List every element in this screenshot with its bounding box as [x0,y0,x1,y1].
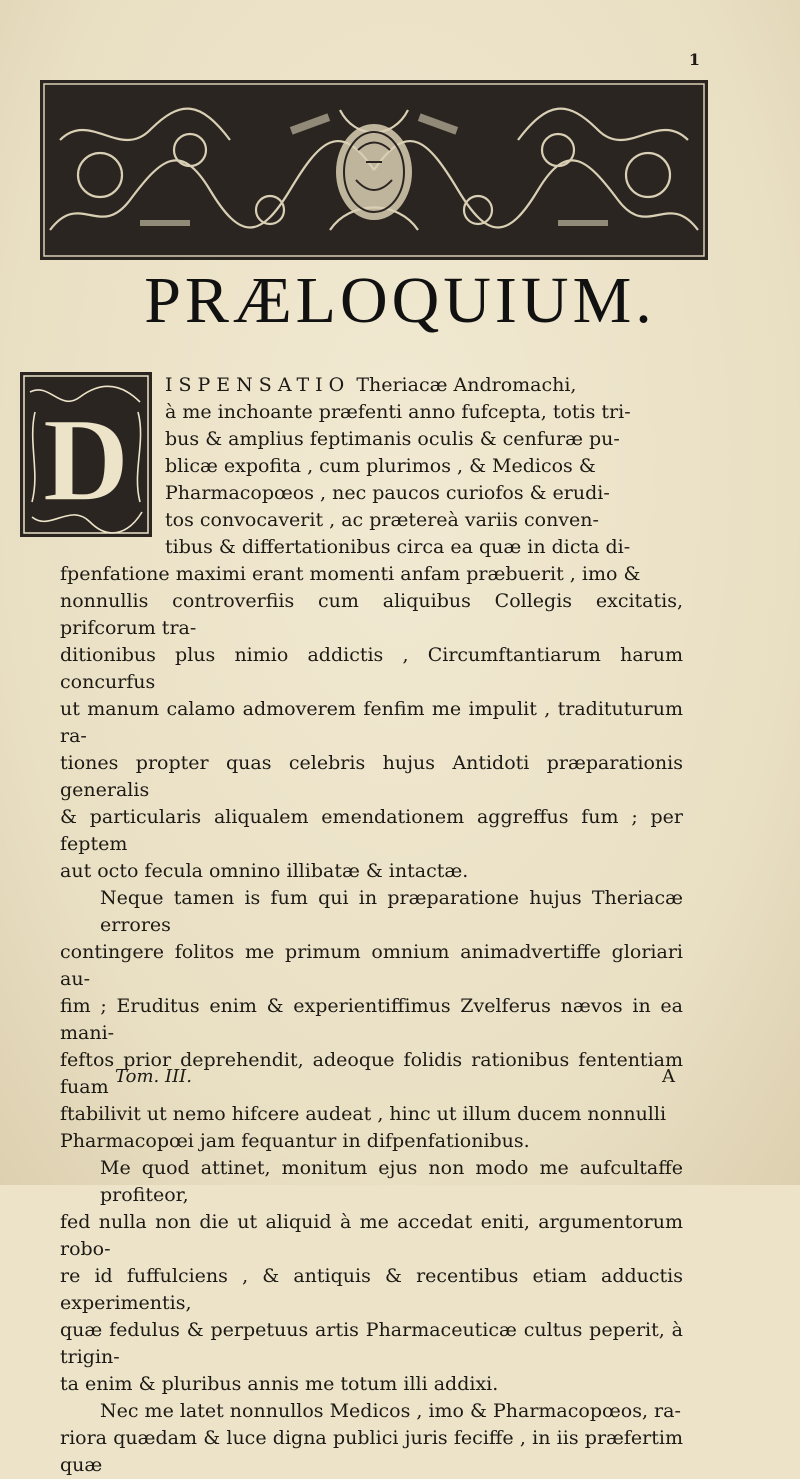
text-line: tibus & differtationibus circa ea quæ in dicta di- [165,536,631,558]
first-word: ISPENSATIO [165,374,351,396]
paragraph [60,534,683,885]
text-line: & particularis aliqualem emendationem aggreffus fum ; per feptem [60,806,683,855]
text-line: re id fuffulciens , & antiquis & recentibus etiam adductis experimentis, [60,1265,683,1314]
opening-line: Pharmacopœos , nec paucos curiofos & erudi- [165,482,610,504]
paragraph [60,1398,683,1479]
opening-lines [165,372,683,534]
opening-line: à me inchoante præfenti anno fufcepta, totis tri- [165,401,631,423]
text-line: fed nulla non die ut aliquid à me accedat eniti, argumentorum robo- [60,1211,683,1260]
opening-line: bus & amplius feptimanis oculis & cenfuræ pu- [165,428,620,450]
initial-letter-engraving [20,372,152,537]
text-line: feftos prior deprehendit, adeoque folidis rationibus fententiam fuam [60,1049,683,1098]
text-line: aut octo fecula omnino illibatæ & intactæ. [60,860,469,882]
opening-line: blicæ expofita , cum plurimos , & Medicos & [165,455,596,477]
paragraph [60,1155,683,1398]
text-line: contingere folitos me primum omnium animadvertiffe gloriari au- [60,941,683,990]
line-text: Theriacæ Andromachi, [356,374,577,396]
text-line: ut manum calamo admoverem fenfim me impulit , tradituturum ra- [60,698,683,747]
text-line: fim ; Eruditus enim & experientiffimus Zvelferus nævos in ea mani- [60,995,683,1044]
page-footer [115,1066,675,1094]
body-text [60,534,683,1479]
headpiece-engraving [40,80,708,260]
opening-line: tos convocaverit , ac prætereà variis conven- [165,509,599,531]
text-line: Nec me latet nonnullos Medicos , imo & Pharmacopœos, ra- [100,1400,681,1422]
text-line: nonnullis controverfiis cum aliquibus Collegis excitatis, prifcorum tra- [60,590,683,639]
opening-line [165,372,683,399]
page-title: PRÆLOQUIUM. [144,264,656,337]
gathering-signature: A [662,1066,675,1087]
text-line: riora quædam & luce digna publici juris feciffe , in iis præfertim quæ [60,1427,683,1476]
text-line: tiones propter quas celebris hujus Antidoti præparationis generalis [60,752,683,801]
volume-signature: Tom. III. [115,1066,193,1087]
text-line: Me quod attinet, monitum ejus non modo me aufcultaffe profiteor, [100,1157,683,1206]
page-number: 1 [688,50,700,69]
text-line: ftabilivit ut nemo hifcere audeat , hinc ut illum ducem nonnulli [60,1103,667,1125]
text-line: fpenfatione maximi erant momenti anfam præbuerit , imo & [60,563,641,585]
paragraph [60,885,683,1155]
text-line: ta enim & pluribus annis me totum illi addixi. [60,1373,499,1395]
initial-letter: D [42,393,130,526]
ornamental-headpiece [40,80,708,260]
text-line: Pharmacopœi jam fequantur in difpenfationibus. [60,1130,530,1152]
decorated-initial [20,372,152,537]
text-line: ditionibus plus nimio addictis , Circumftantiarum harum concurfus [60,644,683,693]
text-line: Neque tamen is fum qui in præparatione hujus Theriacæ errores [100,887,683,936]
text-line: quæ fedulus & perpetuus artis Pharmaceuticæ cultus peperit, à trigin- [60,1319,683,1368]
